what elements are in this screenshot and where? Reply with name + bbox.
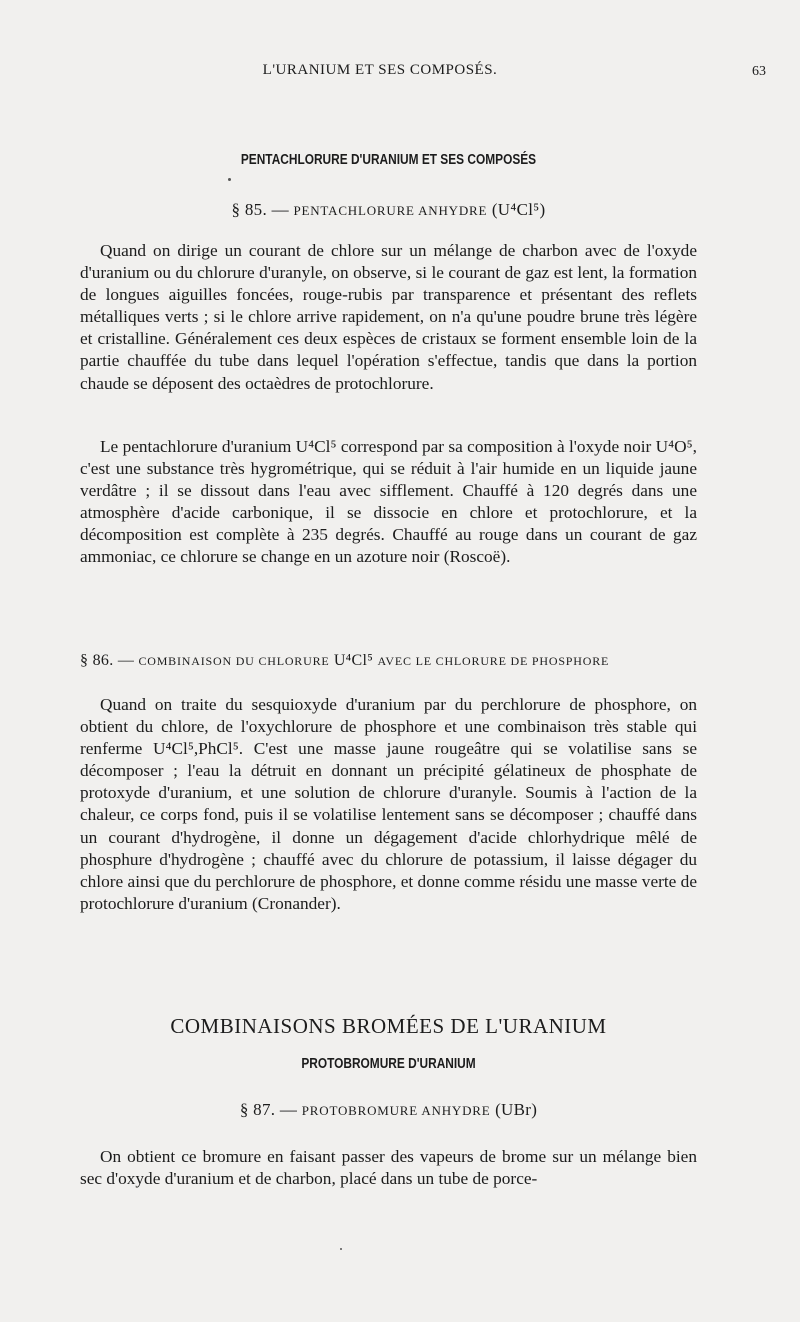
bromees-heading: COMBINAISONS BROMÉES DE L'URANIUM [170,1014,607,1038]
section-86-name-b: AVEC LE CHLORURE DE PHOSPHORE [377,654,610,668]
section-86-formula: U⁴Cl⁵ [333,652,374,669]
section-87-paragraph: On obtient ce bromure en faisant passer des vapeurs de brome sur un mélange bien sec d'oxyde d'uranium et de charbon, placé dans un tube de porce- [80,1147,697,1189]
section-85-number: § 85. [231,200,268,219]
section-85-title [80,200,697,220]
section-85-paragraph-1: Quand on dirige un courant de chlore sur un mélange de charbon avec de l'oxyde d'uranium ou du chlorure d'uranyle, on observe, si le courant de gaz est lent, la formation de longues aiguilles foncées, rouge-rubis par transparence et présentant des reflets métalliques verts ; si le chlore arrive rapidement, on n'a qu'une poudre brune très légère et cristalline. Généralement ces deux espèces de cristaux se forment ensemble loin de la partie chauffée du tube dans lequel l'opération s'effectue, tandis que dans la portion chaude se déposent des octaèdres de protochlorure. [80,241,697,393]
section-85-paragraph-2: Le pentachlorure d'uranium U⁴Cl⁵ correspond par sa composition à l'oxyde noir U⁴O⁵, c'est une substance très hygrométrique, qui se réduit à l'air humide en un liquide jaune verdâtre ; il se dissout dans l'eau avec sifflement. Chauffé à 120 degrés dans une atmosphère d'acide carbonique, il se dissocie en chlore et protochlorure, et la décomposition est complète à 235 degrés. Chauffé au rouge dans un courant de gaz ammoniac, ce chlorure se change en un azoture noir (Roscoë). [80,437,697,567]
pentachlorure-heading: PENTACHLORURE D'URANIUM ET SES COMPOSÉS [240,152,537,168]
running-head [0,62,800,86]
section-85-dash: — [271,200,289,219]
protobromure-heading: PROTOBROMURE D'URANIUM [301,1056,476,1072]
section-85-formula: (U⁴Cl⁵) [491,200,546,219]
print-speck [228,178,231,181]
section-85-name: PENTACHLORURE ANHYDRE [293,203,488,218]
section-87-formula: (UBr) [495,1100,538,1119]
page-number: 63 [752,64,766,79]
section-87-dash: — [279,1100,298,1119]
section-86-title [80,652,697,670]
section-86-dash: — [117,652,135,669]
running-title: L'URANIUM ET SES COMPOSÉS. [262,62,498,78]
section-86-paragraph: Quand on traite du sesquioxyde d'uranium par du perchlorure de phosphore, on obtient du chlore, de l'oxychlorure de phosphore et une combinaison très stable qui renferme U⁴Cl⁵,PhCl⁵. C'est une masse jaune rougeâtre qui se volatilise sans se décomposer ; l'eau la détruit en donnant un précipité gélatineux de phosphate de protoxyde d'uranium, et une solution de chlorure d'uranyle. Soumis à l'action de la chaleur, ce corps fond, puis il se volatilise lentement sans se décomposer ; chauffé dans un courant d'hydrogène, il donne un dégagement d'acide chlorhydrique mêlé de phosphure d'hydrogène ; chauffé avec du chlorure de potassium, il laisse dégager du chlore ainsi que du perchlorure de phosphore, et donne comme résidu une masse verte de protochlorure d'uranium (Cronander). [80,695,697,913]
print-speck [340,1248,342,1250]
section-86-name-a: COMBINAISON DU CHLORURE [138,654,330,668]
section-86-number: § 86. [80,652,114,669]
section-87-title [80,1100,697,1120]
section-87-number: § 87. [239,1100,276,1119]
section-87-name: PROTOBROMURE ANHYDRE [301,1103,491,1118]
